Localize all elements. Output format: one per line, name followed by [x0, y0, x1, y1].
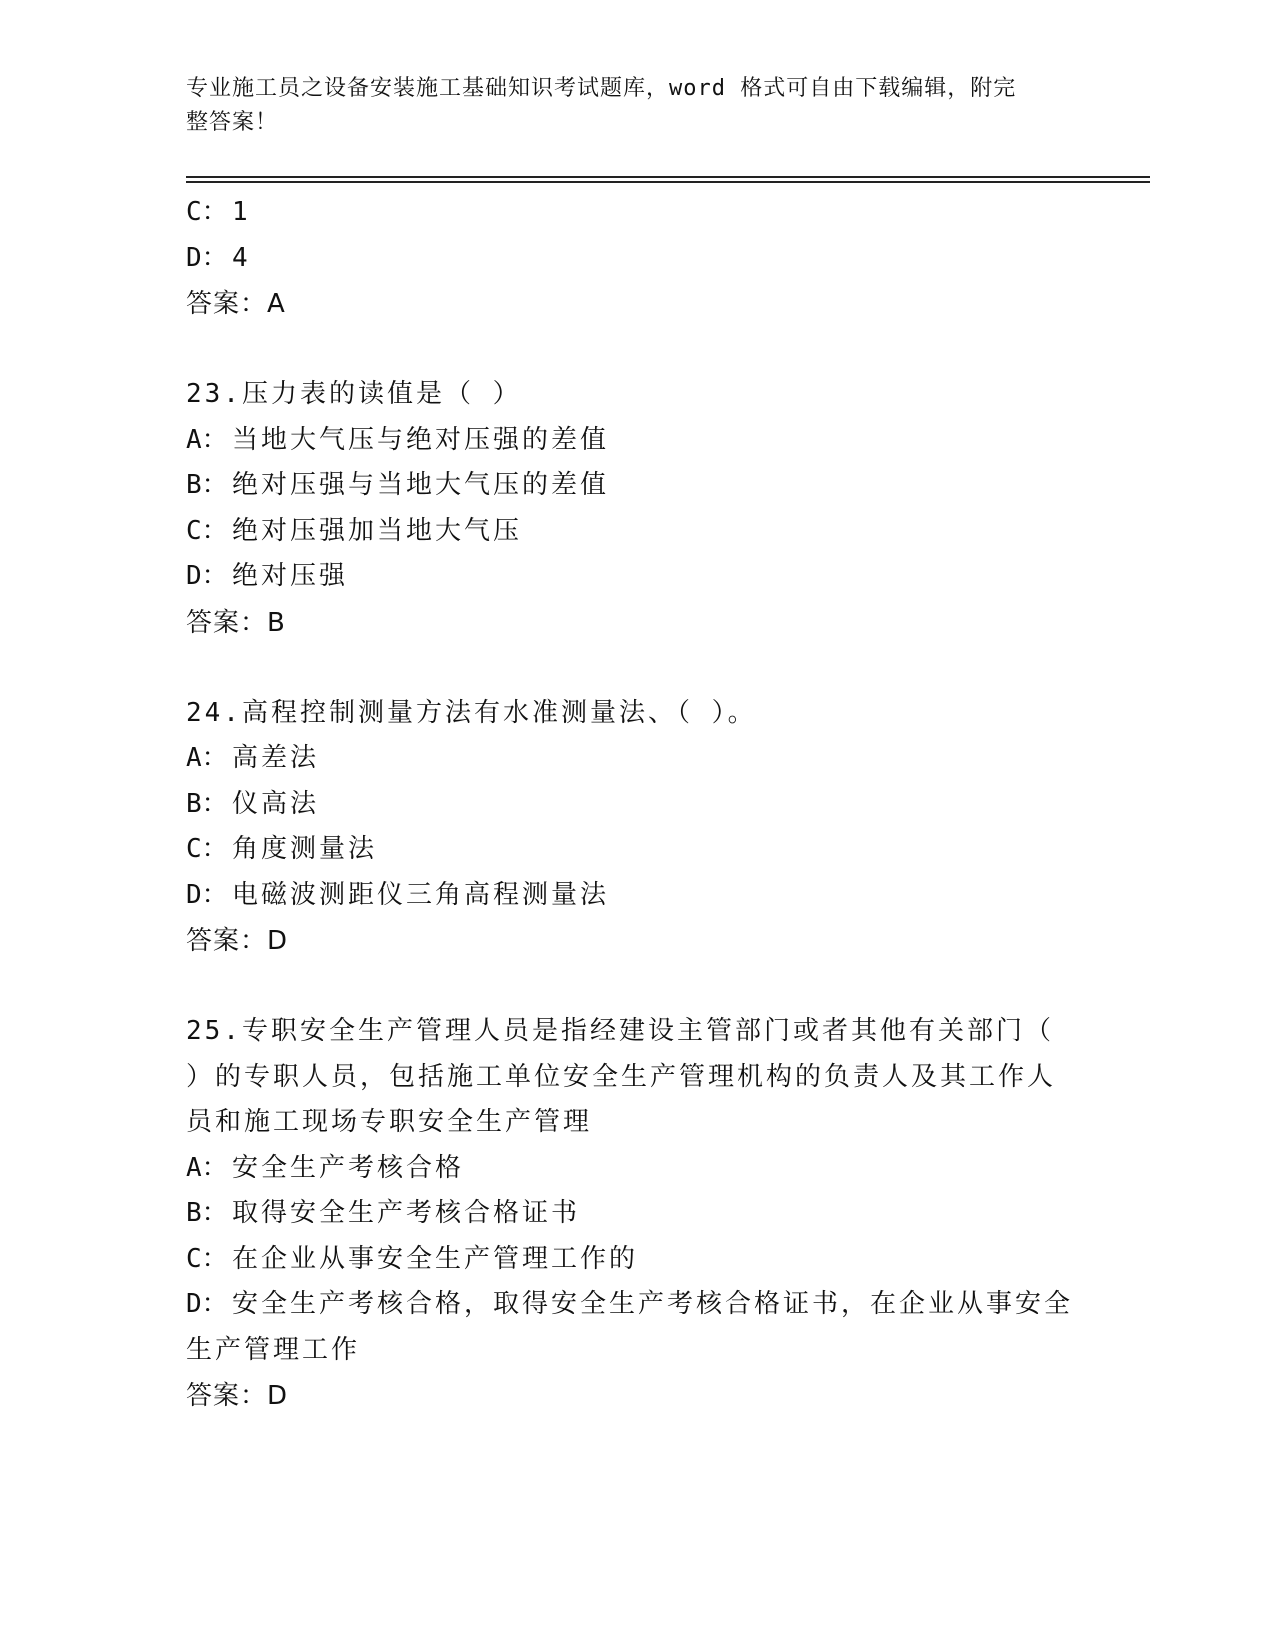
header-divider-top	[186, 176, 1150, 178]
option-a: A： 当地大气压与绝对压强的差值	[186, 424, 610, 455]
option-b: B： 取得安全生产考核合格证书	[186, 1198, 581, 1228]
option-a: A： 安全生产考核合格	[186, 1152, 465, 1183]
option-a: A： 高差法	[186, 743, 320, 773]
option-b: B： 仪高法	[186, 788, 320, 819]
option-d: D： 绝对压强	[186, 561, 349, 591]
option-c: C： 1	[186, 197, 251, 227]
answer-line: 答案：B	[186, 607, 286, 638]
spacer	[186, 964, 1086, 1009]
question-stem-line-2: ）的专职人员，包括施工单位安全生产管理机构的负责人及其工作人	[186, 1061, 1057, 1092]
spacer	[186, 327, 1086, 372]
option-d-continuation: 生产管理工作	[186, 1334, 361, 1365]
document-header	[186, 72, 1066, 140]
option-c: C： 绝对压强加当地大气压	[186, 515, 523, 546]
answer-line: 答案：D	[186, 926, 289, 956]
option-d: D： 安全生产考核合格，取得安全生产考核合格证书，在企业从事安全	[186, 1289, 1074, 1319]
question-stem-line-1: 25.专职安全生产管理人员是指经建设主管部门或者其他有关部门（	[186, 1016, 1054, 1046]
option-c: C： 角度测量法	[186, 834, 378, 864]
option-b: B： 绝对压强与当地大气压的差值	[186, 470, 610, 500]
option-d: D： 4	[186, 242, 251, 273]
question-24	[186, 691, 1086, 965]
header-title-line-1: 专业施工员之设备安装施工基础知识考试题库，word 格式可自由下载编辑，附完	[186, 76, 1017, 101]
option-c: C： 在企业从事安全生产管理工作的	[186, 1243, 639, 1274]
question-25	[186, 1009, 1086, 1419]
question-stem-line-3: 员和施工现场专职安全生产管理	[186, 1107, 593, 1137]
spacer	[186, 646, 1086, 691]
option-d: D： 电磁波测距仪三角高程测量法	[186, 879, 610, 910]
answer-line: 答案：D	[186, 1381, 289, 1411]
header-divider-bottom	[186, 181, 1150, 183]
question-23	[186, 372, 1086, 646]
question-22-continued	[186, 190, 1086, 327]
header-title-line-2: 整答案！	[186, 110, 279, 135]
question-stem: 24.高程控制测量方法有水准测量法、（ ）。	[186, 697, 757, 728]
question-list	[186, 190, 1086, 1419]
answer-line: 答案：A	[186, 289, 286, 319]
question-stem: 23.压力表的读值是（ ）	[186, 379, 522, 409]
